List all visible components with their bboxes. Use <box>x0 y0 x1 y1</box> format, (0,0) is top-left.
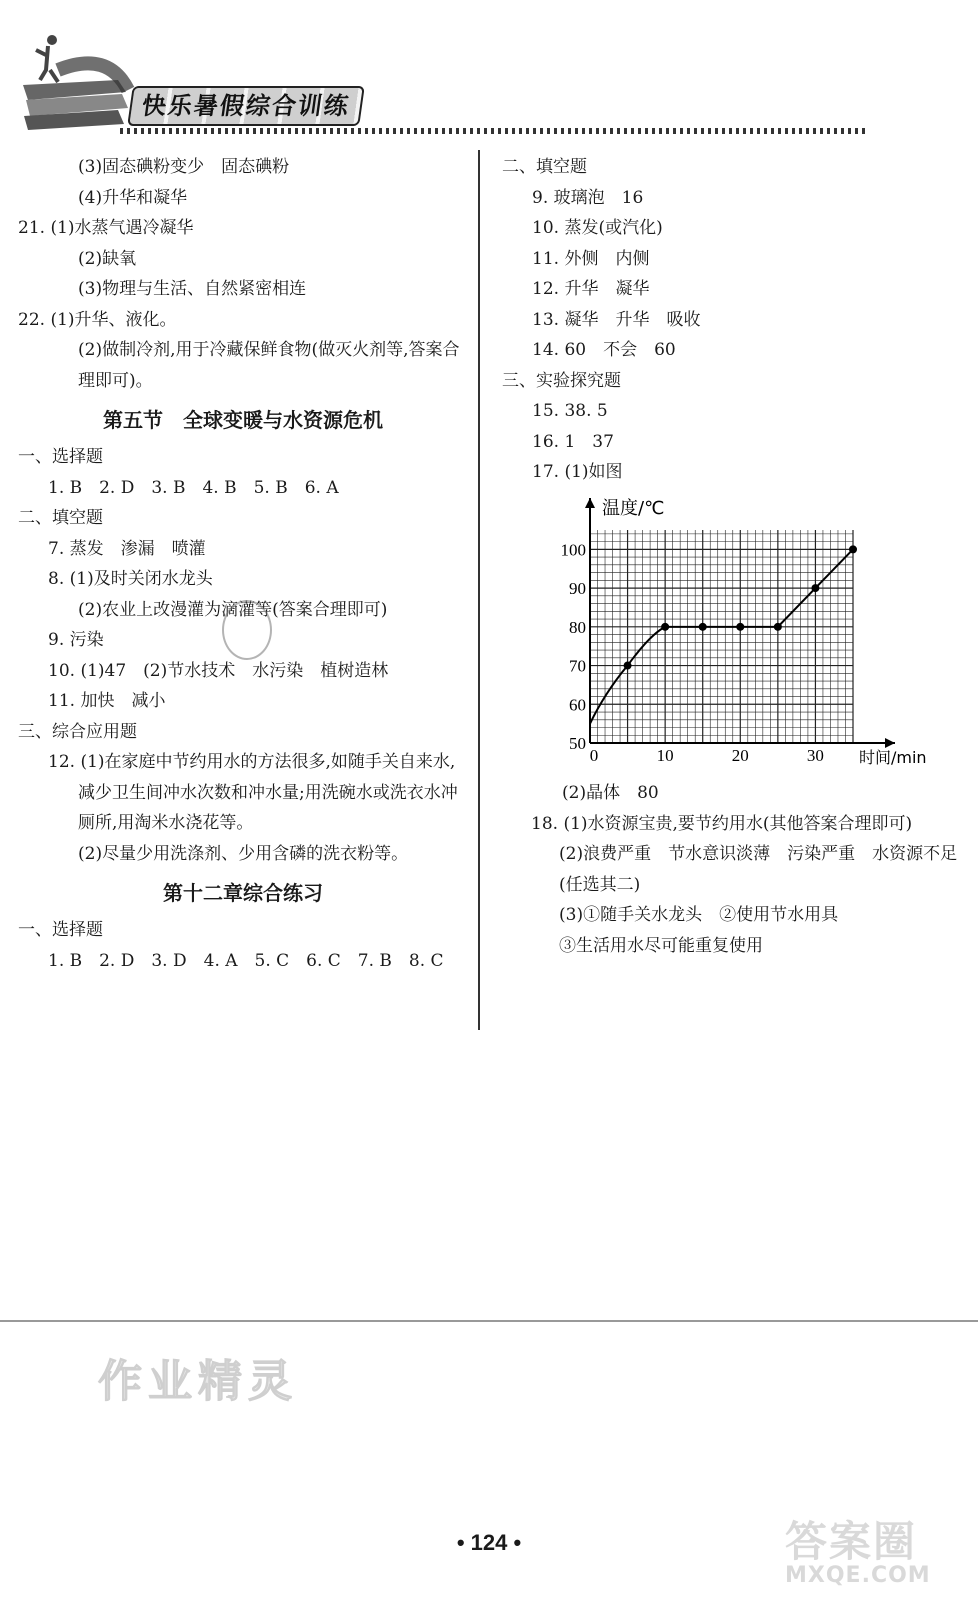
stamp-big: 答案圈 <box>785 1517 918 1566</box>
s5-mc-answers: 1. B 2. D 3. B 4. B 5. B 6. A <box>48 477 339 498</box>
left-line-1: (4)升华和凝华 <box>78 187 188 208</box>
x-origin-label: 0 <box>589 746 599 765</box>
data-point <box>699 623 707 631</box>
data-point <box>624 662 632 670</box>
round-seal-icon <box>222 600 272 660</box>
corner-stamp <box>785 1517 965 1590</box>
r-fill-line-5: 14. 60 不会 60 <box>532 340 676 360</box>
y-tick-label: 50 <box>569 734 586 753</box>
r-fill-title: 二、填空题 <box>502 157 587 177</box>
r-fill-line-2: 11. 外侧 内侧 <box>532 248 650 269</box>
r-exp-line-2: 17. (1)如图 <box>532 462 623 482</box>
watermark-text: 作业精灵 <box>98 1356 298 1407</box>
stamp-small: MXQE.COM <box>785 1563 931 1588</box>
s5-line-2: (2)农业上改漫灌为滴灌等(答案合理即可) <box>78 599 388 620</box>
q18-answer-4: ③生活用水尽可能重复使用 <box>559 935 763 956</box>
data-point <box>849 545 857 553</box>
left-line-3: (2)缺氧 <box>78 248 137 269</box>
left-line-0: (3)固态碘粉变少 固态碘粉 <box>78 157 290 177</box>
y-tick-label: 90 <box>569 579 586 599</box>
data-point <box>774 623 782 631</box>
header-dashed-rule <box>120 128 865 134</box>
q17-answer-2: (2)晶体 80 <box>562 783 659 803</box>
banner-title: 快乐暑假综合训练 <box>127 86 365 126</box>
left-line-2: 21. (1)水蒸气遇冷凝华 <box>18 218 194 238</box>
s5-app-title: 三、综合应用题 <box>18 721 137 742</box>
left-line-4: (3)物理与生活、自然紧密相连 <box>78 279 307 299</box>
s5-line-0: 7. 蒸发 渗漏 喷灌 <box>48 538 206 559</box>
x-tick-label: 10 <box>656 746 674 765</box>
x-tick-label: 30 <box>806 746 824 765</box>
s5-line-4: 10. (1)47 (2)节水技术 水污染 植树造林 <box>48 660 389 681</box>
q12-answer-2: (2)尽量少用洗涤剂、少用含磷的洗衣粉等。 <box>78 843 409 864</box>
x-axis-label: 时间/min <box>859 748 927 767</box>
page-header <box>0 0 978 140</box>
x-tick-label: 20 <box>731 746 749 765</box>
section5-heading: 第五节 全球变暖与水资源危机 <box>103 408 383 432</box>
y-tick-label: 60 <box>569 695 586 715</box>
data-point <box>811 584 819 592</box>
s5-fill-title: 二、填空题 <box>18 508 103 528</box>
s5-line-3: 9. 污染 <box>48 630 104 650</box>
page-number: • 124 • <box>456 1530 522 1555</box>
left-line-5: 22. (1)升华、液化。 <box>18 309 177 330</box>
data-point <box>661 623 669 631</box>
series-line <box>590 549 853 723</box>
y-axis-arrow-icon <box>585 498 595 508</box>
r-exp-line-0: 15. 38. 5 <box>532 401 608 421</box>
q12-answer-1: 12. (1)在家庭中节约用水的方法很多,如随手关自来水,减少卫生间冲水次数和冲水量;用洗碗水或洗衣水冲厕所,用淘米水浇花等。 <box>48 752 458 833</box>
y-tick-label: 70 <box>569 656 586 676</box>
x-axis-arrow-icon <box>885 738 895 748</box>
q18-answer-2: (2)浪费严重 节水意识淡薄 污染严重 水资源不足(任选其二) <box>559 844 958 895</box>
y-axis-label: 温度/℃ <box>602 498 665 519</box>
y-tick-label: 100 <box>560 540 586 560</box>
temperature-time-chart <box>548 490 948 780</box>
left-column <box>18 152 468 976</box>
books-logo-icon <box>18 30 138 130</box>
s5-line-1: 8. (1)及时关闭水龙头 <box>48 569 213 589</box>
chapter12-heading: 第十二章综合练习 <box>163 881 323 905</box>
data-point <box>736 623 744 631</box>
r-exp-line-1: 16. 1 37 <box>532 431 614 452</box>
c12-mc-title: 一、选择题 <box>18 920 103 940</box>
r-fill-line-1: 10. 蒸发(或汽化) <box>532 218 663 238</box>
right-column <box>502 152 962 488</box>
footer-rule <box>0 1320 978 1322</box>
q18-answer-3: (3)①随手关水龙头 ②使用节水用具 <box>559 905 839 925</box>
s5-line-5: 11. 加快 减小 <box>48 691 166 711</box>
r-fill-line-3: 12. 升华 凝华 <box>532 279 650 299</box>
right-column-lower <box>502 778 962 961</box>
y-tick-label: 80 <box>569 617 586 637</box>
q22-answer-2: (2)做制冷剂,用于冷藏保鲜食物(做灭火剂等,答案合理即可)。 <box>78 340 460 391</box>
r-exp-title: 三、实验探究题 <box>502 370 621 391</box>
s5-mc-title: 一、选择题 <box>18 447 103 467</box>
c12-mc-answers: 1. B 2. D 3. D 4. A 5. C 6. C 7. B 8. C <box>48 950 444 971</box>
q18-answer-1: 18. (1)水资源宝贵,要节约用水(其他答案合理即可) <box>531 813 913 834</box>
r-fill-line-4: 13. 凝华 升华 吸收 <box>532 309 701 330</box>
column-divider <box>478 150 480 1030</box>
r-fill-line-0: 9. 玻璃泡 16 <box>532 187 644 208</box>
